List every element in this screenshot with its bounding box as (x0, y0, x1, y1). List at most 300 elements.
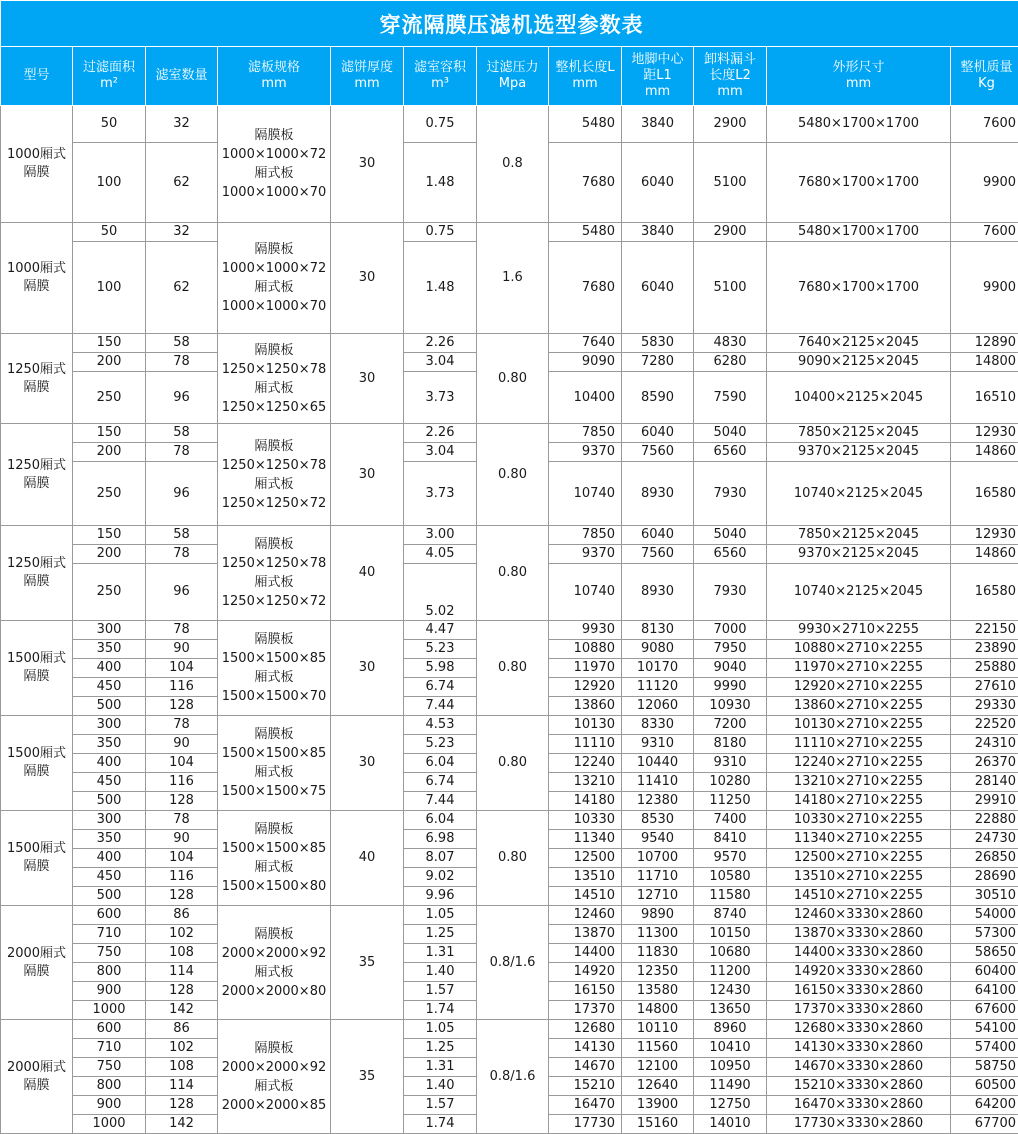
machine-mass-cell: 24730 (951, 830, 1018, 849)
machine-mass-cell: 58650 (951, 944, 1018, 963)
plate-spec-cell (218, 526, 331, 621)
total-length-cell: 17370 (549, 1001, 622, 1020)
header-line: 卸料漏斗 (704, 52, 756, 67)
model-line: 隔膜 (23, 669, 49, 684)
chamber-volume-cell: 3.04 (404, 443, 477, 462)
machine-mass-cell: 26850 (951, 849, 1018, 868)
chamber-count-cell: 96 (146, 564, 218, 621)
filter-pressure-cell: 0.80 (477, 811, 549, 906)
foot-center-distance-cell: 8930 (622, 462, 694, 526)
header-line: m² (100, 76, 118, 91)
hopper-length-cell: 11490 (694, 1077, 767, 1096)
header-overall-dimensions (767, 47, 951, 106)
overall-dimensions-cell: 17370×3330×2860 (767, 1001, 951, 1020)
hopper-length-cell: 13650 (694, 1001, 767, 1020)
hopper-length-cell: 11580 (694, 887, 767, 906)
machine-mass-cell: 14860 (951, 545, 1018, 564)
plate-spec-cell (218, 106, 331, 223)
machine-mass-cell: 7600 (951, 106, 1018, 143)
total-length-cell: 5480 (549, 106, 622, 143)
filter-pressure-cell: 0.8 (477, 106, 549, 223)
plate-spec-cell (218, 424, 331, 526)
machine-mass-cell: 16580 (951, 462, 1018, 526)
plate-spec-line: 隔膜板 (254, 1041, 293, 1056)
foot-center-distance-cell: 12100 (622, 1058, 694, 1077)
total-length-cell: 16470 (549, 1096, 622, 1115)
machine-mass-cell: 54000 (951, 906, 1018, 925)
hopper-length-cell: 11250 (694, 792, 767, 811)
foot-center-distance-cell: 11120 (622, 678, 694, 697)
total-length-cell: 11340 (549, 830, 622, 849)
overall-dimensions-cell: 7640×2125×2045 (767, 334, 951, 353)
chamber-count-cell: 78 (146, 353, 218, 372)
model-line: 隔膜 (23, 764, 49, 779)
plate-spec-cell (218, 223, 331, 334)
filter-area-cell: 350 (73, 735, 146, 754)
chamber-count-cell: 32 (146, 223, 218, 242)
header-line: 滤室容积 (414, 60, 466, 75)
filter-area-cell: 250 (73, 564, 146, 621)
machine-mass-cell: 64100 (951, 982, 1018, 1001)
foot-center-distance-cell: 12640 (622, 1077, 694, 1096)
header-chamber-count (146, 47, 218, 106)
total-length-cell: 5480 (549, 223, 622, 242)
machine-mass-cell: 12890 (951, 334, 1018, 353)
machine-mass-cell: 22520 (951, 716, 1018, 735)
total-length-cell: 7850 (549, 424, 622, 443)
total-length-cell: 12240 (549, 754, 622, 773)
model-line: 隔膜 (23, 859, 49, 874)
hopper-length-cell: 9570 (694, 849, 767, 868)
chamber-volume-cell: 5.98 (404, 659, 477, 678)
header-plate-spec (218, 47, 331, 106)
filter-pressure-cell: 0.80 (477, 424, 549, 526)
overall-dimensions-cell: 12920×2710×2255 (767, 678, 951, 697)
overall-dimensions-cell: 14510×2710×2255 (767, 887, 951, 906)
total-length-cell: 12500 (549, 849, 622, 868)
chamber-count-cell: 116 (146, 868, 218, 887)
total-length-cell: 13870 (549, 925, 622, 944)
chamber-count-cell: 128 (146, 982, 218, 1001)
cake-thickness-cell: 30 (331, 716, 404, 811)
chamber-count-cell: 102 (146, 925, 218, 944)
machine-mass-cell: 28140 (951, 773, 1018, 792)
plate-spec-line: 1500×1500×75 (222, 784, 327, 799)
filter-area-cell: 500 (73, 792, 146, 811)
plate-spec-line: 1500×1500×80 (222, 879, 327, 894)
hopper-length-cell: 5040 (694, 424, 767, 443)
plate-spec-line: 隔膜板 (254, 343, 293, 358)
hopper-length-cell: 9990 (694, 678, 767, 697)
total-length-cell: 10740 (549, 462, 622, 526)
filter-area-cell: 400 (73, 754, 146, 773)
chamber-count-cell: 90 (146, 640, 218, 659)
machine-mass-cell: 58750 (951, 1058, 1018, 1077)
foot-center-distance-cell: 3840 (622, 106, 694, 143)
chamber-count-cell: 58 (146, 334, 218, 353)
title-row (1, 1, 1018, 47)
model-line: 2000厢式 (7, 1060, 66, 1075)
foot-center-distance-cell: 8330 (622, 716, 694, 735)
total-length-cell: 7640 (549, 334, 622, 353)
model-line: 2000厢式 (7, 946, 66, 961)
header-line: 型号 (23, 68, 49, 83)
total-length-cell: 14670 (549, 1058, 622, 1077)
hopper-length-cell: 10150 (694, 925, 767, 944)
chamber-volume-cell: 7.44 (404, 697, 477, 716)
filter-pressure-cell: 0.80 (477, 526, 549, 621)
plate-spec-line: 厢式板 (254, 860, 293, 875)
filter-area-cell: 800 (73, 963, 146, 982)
chamber-count-cell: 96 (146, 462, 218, 526)
overall-dimensions-cell: 13870×3330×2860 (767, 925, 951, 944)
total-length-cell: 10130 (549, 716, 622, 735)
overall-dimensions-cell: 5480×1700×1700 (767, 106, 951, 143)
chamber-count-cell: 86 (146, 906, 218, 925)
filter-area-cell: 600 (73, 1020, 146, 1039)
plate-spec-line: 1500×1500×85 (222, 651, 327, 666)
chamber-count-cell: 58 (146, 424, 218, 443)
overall-dimensions-cell: 12680×3330×2860 (767, 1020, 951, 1039)
total-length-cell: 10740 (549, 564, 622, 621)
chamber-volume-cell: 3.00 (404, 526, 477, 545)
foot-center-distance-cell: 7560 (622, 545, 694, 564)
chamber-count-cell: 128 (146, 1096, 218, 1115)
total-length-cell: 13860 (549, 697, 622, 716)
hopper-length-cell: 2900 (694, 223, 767, 242)
header-chamber-volume (404, 47, 477, 106)
table-row (1, 526, 1018, 545)
filter-area-cell: 300 (73, 811, 146, 830)
foot-center-distance-cell: 14800 (622, 1001, 694, 1020)
chamber-volume-cell: 1.40 (404, 1077, 477, 1096)
model-line: 隔膜 (23, 476, 49, 491)
plate-spec-line: 1500×1500×85 (222, 746, 327, 761)
foot-center-distance-cell: 7560 (622, 443, 694, 462)
foot-center-distance-cell: 10700 (622, 849, 694, 868)
filter-area-cell: 50 (73, 223, 146, 242)
chamber-volume-cell: 1.05 (404, 1020, 477, 1039)
filter-area-cell: 350 (73, 830, 146, 849)
header-line: mm (354, 76, 379, 91)
header-line: 外形尺寸 (832, 60, 884, 75)
plate-spec-line: 厢式板 (254, 280, 293, 295)
model-cell (1, 334, 73, 424)
model-cell (1, 716, 73, 811)
model-cell (1, 106, 73, 223)
machine-mass-cell: 30510 (951, 887, 1018, 906)
plate-spec-line: 1250×1250×78 (222, 458, 327, 473)
chamber-volume-cell: 6.74 (404, 678, 477, 697)
plate-spec-cell (218, 621, 331, 716)
hopper-length-cell: 7400 (694, 811, 767, 830)
chamber-volume-cell: 9.96 (404, 887, 477, 906)
machine-mass-cell: 67600 (951, 1001, 1018, 1020)
cake-thickness-cell: 40 (331, 811, 404, 906)
header-line: 地脚中心 (631, 52, 683, 67)
hopper-length-cell: 5100 (694, 242, 767, 334)
machine-mass-cell: 26370 (951, 754, 1018, 773)
chamber-count-cell: 108 (146, 944, 218, 963)
hopper-length-cell: 7200 (694, 716, 767, 735)
filter-area-cell: 500 (73, 697, 146, 716)
plate-spec-line: 1250×1250×65 (222, 400, 327, 415)
machine-mass-cell: 24310 (951, 735, 1018, 754)
chamber-volume-cell: 1.48 (404, 242, 477, 334)
model-line: 1500厢式 (7, 841, 66, 856)
table-title: 穿流隔膜压滤机选型参数表 (1, 1, 1018, 47)
plate-spec-line: 厢式板 (254, 1079, 293, 1094)
overall-dimensions-cell: 10400×2125×2045 (767, 372, 951, 424)
header-row (1, 47, 1018, 106)
plate-spec-line: 1250×1250×78 (222, 556, 327, 571)
overall-dimensions-cell: 10740×2125×2045 (767, 564, 951, 621)
total-length-cell: 13510 (549, 868, 622, 887)
foot-center-distance-cell: 13580 (622, 982, 694, 1001)
total-length-cell: 10330 (549, 811, 622, 830)
plate-spec-line: 2000×2000×80 (222, 984, 327, 999)
total-length-cell: 14180 (549, 792, 622, 811)
plate-spec-line: 隔膜板 (254, 632, 293, 647)
cake-thickness-cell: 35 (331, 1020, 404, 1134)
filter-area-cell: 710 (73, 925, 146, 944)
machine-mass-cell: 22150 (951, 621, 1018, 640)
filter-pressure-cell: 0.80 (477, 334, 549, 424)
header-line: mm (645, 84, 670, 99)
total-length-cell: 9370 (549, 545, 622, 564)
chamber-count-cell: 90 (146, 735, 218, 754)
filter-area-cell: 250 (73, 462, 146, 526)
total-length-cell: 14400 (549, 944, 622, 963)
foot-center-distance-cell: 11410 (622, 773, 694, 792)
plate-spec-line: 厢式板 (254, 670, 293, 685)
plate-spec-line: 1000×1000×72 (222, 261, 327, 276)
plate-spec-line: 厢式板 (254, 477, 293, 492)
chamber-count-cell: 78 (146, 716, 218, 735)
hopper-length-cell: 11200 (694, 963, 767, 982)
machine-mass-cell: 9900 (951, 242, 1018, 334)
chamber-volume-cell: 6.04 (404, 811, 477, 830)
header-foot-center-distance (622, 47, 694, 106)
machine-mass-cell: 12930 (951, 424, 1018, 443)
chamber-count-cell: 108 (146, 1058, 218, 1077)
plate-spec-line: 1000×1000×70 (222, 185, 327, 200)
header-line: 滤饼厚度 (341, 60, 393, 75)
filter-area-cell: 450 (73, 678, 146, 697)
chamber-volume-cell: 4.05 (404, 545, 477, 564)
filter-area-cell: 900 (73, 1096, 146, 1115)
foot-center-distance-cell: 9310 (622, 735, 694, 754)
machine-mass-cell: 16510 (951, 372, 1018, 424)
table-row (1, 716, 1018, 735)
chamber-volume-cell: 1.05 (404, 906, 477, 925)
chamber-count-cell: 116 (146, 773, 218, 792)
foot-center-distance-cell: 15160 (622, 1115, 694, 1134)
chamber-volume-cell: 4.53 (404, 716, 477, 735)
model-line: 1250厢式 (7, 556, 66, 571)
plate-spec-line: 隔膜板 (254, 537, 293, 552)
filter-area-cell: 100 (73, 242, 146, 334)
overall-dimensions-cell: 11110×2710×2255 (767, 735, 951, 754)
plate-spec-line: 2000×2000×85 (222, 1098, 327, 1113)
plate-spec-line: 1500×1500×70 (222, 689, 327, 704)
total-length-cell: 11970 (549, 659, 622, 678)
machine-mass-cell: 7600 (951, 223, 1018, 242)
total-length-cell: 17730 (549, 1115, 622, 1134)
foot-center-distance-cell: 7280 (622, 353, 694, 372)
model-line: 隔膜 (23, 380, 49, 395)
cake-thickness-cell: 30 (331, 334, 404, 424)
chamber-volume-cell: 6.98 (404, 830, 477, 849)
header-line: 距L1 (643, 68, 672, 83)
hopper-length-cell: 10680 (694, 944, 767, 963)
chamber-count-cell: 142 (146, 1001, 218, 1020)
filter-area-cell: 1000 (73, 1115, 146, 1134)
plate-spec-line: 1250×1250×72 (222, 496, 327, 511)
total-length-cell: 9930 (549, 621, 622, 640)
overall-dimensions-cell: 7680×1700×1700 (767, 143, 951, 223)
cake-thickness-cell: 30 (331, 621, 404, 716)
hopper-length-cell: 8180 (694, 735, 767, 754)
overall-dimensions-cell: 9370×2125×2045 (767, 443, 951, 462)
plate-spec-line: 1250×1250×72 (222, 594, 327, 609)
chamber-count-cell: 78 (146, 443, 218, 462)
overall-dimensions-cell: 10740×2125×2045 (767, 462, 951, 526)
overall-dimensions-cell: 7850×2125×2045 (767, 424, 951, 443)
overall-dimensions-cell: 13860×2710×2255 (767, 697, 951, 716)
plate-spec-line: 隔膜板 (254, 242, 293, 257)
model-cell (1, 424, 73, 526)
plate-spec-line: 厢式板 (254, 965, 293, 980)
total-length-cell: 7850 (549, 526, 622, 545)
overall-dimensions-cell: 13210×2710×2255 (767, 773, 951, 792)
chamber-volume-cell: 1.31 (404, 1058, 477, 1077)
hopper-length-cell: 9040 (694, 659, 767, 678)
hopper-length-cell: 10280 (694, 773, 767, 792)
total-length-cell: 12460 (549, 906, 622, 925)
hopper-length-cell: 5100 (694, 143, 767, 223)
filter-area-cell: 200 (73, 545, 146, 564)
header-line: 滤室数量 (155, 68, 207, 83)
hopper-length-cell: 6560 (694, 545, 767, 564)
plate-spec-cell (218, 811, 331, 906)
overall-dimensions-cell: 10330×2710×2255 (767, 811, 951, 830)
header-line: 整机长度L (555, 60, 614, 75)
total-length-cell: 7680 (549, 242, 622, 334)
foot-center-distance-cell: 9890 (622, 906, 694, 925)
filter-area-cell: 1000 (73, 1001, 146, 1020)
model-cell (1, 223, 73, 334)
chamber-count-cell: 116 (146, 678, 218, 697)
filter-area-cell: 710 (73, 1039, 146, 1058)
overall-dimensions-cell: 12460×3330×2860 (767, 906, 951, 925)
chamber-count-cell: 114 (146, 1077, 218, 1096)
foot-center-distance-cell: 10170 (622, 659, 694, 678)
table-row (1, 223, 1018, 242)
foot-center-distance-cell: 12710 (622, 887, 694, 906)
model-line: 1000厢式 (7, 147, 66, 162)
cake-thickness-cell: 30 (331, 106, 404, 223)
hopper-length-cell: 5040 (694, 526, 767, 545)
plate-spec-cell (218, 906, 331, 1020)
table-row (1, 906, 1018, 925)
plate-spec-line: 厢式板 (254, 575, 293, 590)
hopper-length-cell: 8960 (694, 1020, 767, 1039)
overall-dimensions-cell: 11970×2710×2255 (767, 659, 951, 678)
model-line: 隔膜 (23, 964, 49, 979)
chamber-count-cell: 128 (146, 697, 218, 716)
chamber-count-cell: 90 (146, 830, 218, 849)
chamber-volume-cell: 8.07 (404, 849, 477, 868)
chamber-count-cell: 96 (146, 372, 218, 424)
header-line: Mpa (499, 76, 526, 91)
total-length-cell: 15210 (549, 1077, 622, 1096)
cake-thickness-cell: 40 (331, 526, 404, 621)
machine-mass-cell: 64200 (951, 1096, 1018, 1115)
machine-mass-cell: 14860 (951, 443, 1018, 462)
overall-dimensions-cell: 16150×3330×2860 (767, 982, 951, 1001)
hopper-length-cell: 4830 (694, 334, 767, 353)
overall-dimensions-cell: 5480×1700×1700 (767, 223, 951, 242)
hopper-length-cell: 7930 (694, 462, 767, 526)
total-length-cell: 14920 (549, 963, 622, 982)
plate-spec-line: 1000×1000×70 (222, 299, 327, 314)
chamber-count-cell: 62 (146, 143, 218, 223)
plate-spec-line: 1000×1000×72 (222, 147, 327, 162)
chamber-volume-cell: 1.25 (404, 925, 477, 944)
filter-area-cell: 200 (73, 353, 146, 372)
plate-spec-cell (218, 716, 331, 811)
filter-area-cell: 800 (73, 1077, 146, 1096)
foot-center-distance-cell: 6040 (622, 526, 694, 545)
table-body (1, 106, 1018, 1134)
total-length-cell: 11110 (549, 735, 622, 754)
chamber-volume-cell: 1.57 (404, 1096, 477, 1115)
model-line: 1500厢式 (7, 746, 66, 761)
chamber-volume-cell: 3.73 (404, 372, 477, 424)
chamber-volume-cell: 1.25 (404, 1039, 477, 1058)
hopper-length-cell: 8410 (694, 830, 767, 849)
header-filter-area (73, 47, 146, 106)
filter-area-cell: 450 (73, 773, 146, 792)
header-line: 过滤面积 (83, 60, 135, 75)
chamber-volume-cell: 6.04 (404, 754, 477, 773)
header-total-length (549, 47, 622, 106)
filter-area-cell: 400 (73, 849, 146, 868)
chamber-volume-cell: 3.04 (404, 353, 477, 372)
total-length-cell: 13210 (549, 773, 622, 792)
total-length-cell: 10880 (549, 640, 622, 659)
foot-center-distance-cell: 3840 (622, 223, 694, 242)
machine-mass-cell: 60400 (951, 963, 1018, 982)
total-length-cell: 14510 (549, 887, 622, 906)
total-length-cell: 12920 (549, 678, 622, 697)
overall-dimensions-cell: 17730×3330×2860 (767, 1115, 951, 1134)
header-line: 长度L2 (709, 68, 751, 83)
overall-dimensions-cell: 10130×2710×2255 (767, 716, 951, 735)
header-hopper-length (694, 47, 767, 106)
cake-thickness-cell: 35 (331, 906, 404, 1020)
table-row (1, 106, 1018, 143)
foot-center-distance-cell: 11830 (622, 944, 694, 963)
foot-center-distance-cell: 6040 (622, 424, 694, 443)
chamber-volume-cell: 5.23 (404, 735, 477, 754)
plate-spec-line: 厢式板 (254, 765, 293, 780)
overall-dimensions-cell: 7850×2125×2045 (767, 526, 951, 545)
plate-spec-line: 2000×2000×92 (222, 1060, 327, 1075)
chamber-count-cell: 58 (146, 526, 218, 545)
chamber-count-cell: 142 (146, 1115, 218, 1134)
